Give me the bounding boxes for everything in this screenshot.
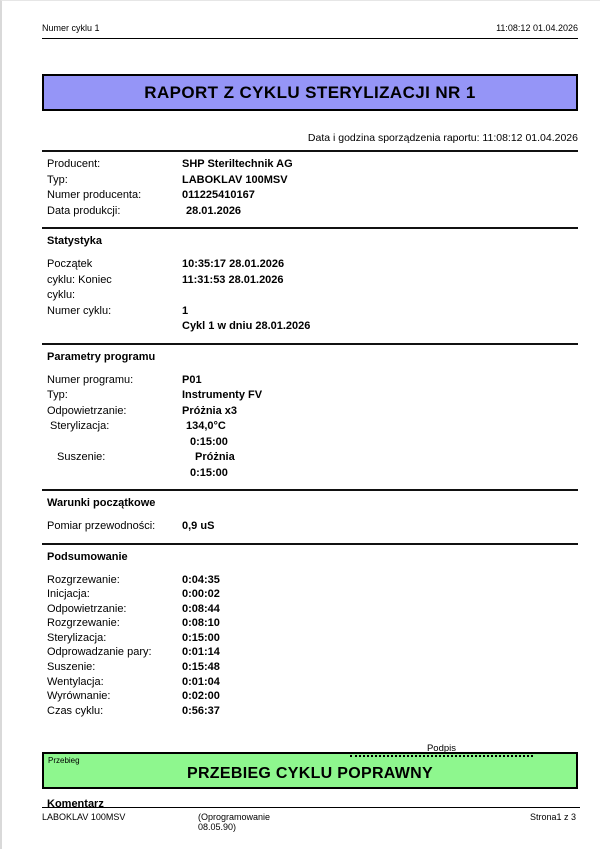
footer-software-line2: 08.05.90): [198, 822, 237, 832]
header-cycle-number: Numer cyklu 1: [42, 23, 100, 33]
field-label: Sterylizacja:: [47, 631, 107, 644]
parameter-row: [47, 435, 578, 451]
field-value: 0:08:44: [182, 602, 220, 615]
section-heading: Parametry programu: [47, 350, 156, 363]
statistics-row: [47, 304, 578, 320]
summary-row: [47, 660, 578, 675]
summary-row: [47, 689, 578, 704]
field-label: [47, 435, 182, 451]
device-row: [47, 173, 578, 189]
field-label: Typ:: [47, 173, 68, 186]
parameter-row: [47, 404, 578, 420]
field-value: 0:15:00: [182, 631, 220, 644]
page-footer: [42, 807, 580, 832]
field-value: 0:02:00: [182, 690, 220, 703]
field-value: 0:15:00: [190, 435, 228, 448]
parameter-row: [47, 419, 578, 435]
cycle-result-banner: [42, 752, 578, 789]
field-label: Data produkcji:: [47, 204, 121, 217]
footer-page-number: Strona1 z 3: [529, 812, 576, 822]
field-label: Numer cyklu:: [47, 304, 112, 317]
parameter-row: [47, 466, 578, 482]
field-label: Suszenie:: [47, 661, 96, 674]
field-label: Czas cyklu:: [47, 704, 104, 717]
field-value: 28.01.2026: [186, 204, 242, 217]
field-label: Numer programu:: [47, 373, 134, 386]
field-value: 0:01:14: [182, 646, 220, 659]
comment-heading: Komentarz: [47, 798, 104, 811]
field-value: 0:04:35: [182, 573, 220, 586]
statistics-section: [42, 229, 578, 345]
field-label: Odprowadzanie pary:: [47, 646, 152, 659]
field-value: 10:35:17 28.01.2026: [182, 258, 285, 270]
field-label: Wyrównanie:: [47, 690, 111, 703]
page-header: [42, 1, 578, 39]
field-value: LABOKLAV 100MSV: [182, 173, 288, 186]
field-label: Typ:: [47, 389, 68, 401]
field-value: 011225410167: [182, 189, 255, 201]
field-value: 134,0°C: [186, 420, 226, 432]
field-label: [47, 319, 182, 335]
report-title-banner: [42, 74, 578, 111]
summary-row: [47, 645, 578, 660]
summary-row: [47, 587, 578, 602]
parameter-row: [47, 373, 578, 389]
device-info-section: [42, 152, 578, 229]
field-value: 0:00:02: [182, 588, 220, 601]
field-value: Instrumenty FV: [182, 389, 263, 401]
report-generated-line: Data i godzina sporządzenia raportu: 11:08:12 01.04.2026: [42, 132, 578, 152]
report-title: RAPORT Z CYKLU STERYLIZACJI NR 1: [144, 83, 476, 102]
condition-row: [47, 519, 578, 535]
field-value: 1: [182, 304, 189, 317]
program-parameters-section: [42, 345, 578, 492]
signature-dotted-line: [350, 754, 533, 757]
field-label: [47, 466, 182, 482]
section-heading: Podsumowanie: [47, 550, 128, 563]
cycle-result-text: PRZEBIEG CYKLU POPRAWNY: [186, 765, 434, 783]
field-value: P01: [182, 373, 202, 386]
field-label: Odpowietrzanie:: [47, 602, 127, 615]
field-value: Próżnia x3: [182, 404, 238, 417]
signature-block: [350, 743, 533, 757]
field-value: 0:08:10: [182, 617, 220, 630]
statistics-row: [47, 257, 578, 273]
field-value: 0:56:37: [182, 704, 220, 717]
header-timestamp: 11:08:12 01.04.2026: [496, 23, 578, 33]
field-value: 11:31:53 28.01.2026: [182, 273, 284, 286]
field-value: 0:01:04: [182, 675, 220, 688]
field-value: Próżnia: [195, 451, 235, 463]
field-value: 0:15:00: [190, 466, 228, 479]
signature-label: Podpis: [426, 743, 457, 754]
section-heading: Warunki początkowe: [47, 497, 156, 509]
field-label: Sterylizacja:: [50, 420, 110, 432]
parameter-row: [47, 388, 578, 404]
field-value: Cykl 1 w dniu 28.01.2026: [182, 320, 311, 332]
report-content: [42, 1, 578, 810]
field-label: Rozgrzewanie:: [47, 573, 120, 586]
device-row: [47, 188, 578, 204]
summary-section: [42, 545, 578, 727]
initial-conditions-section: [42, 491, 578, 545]
field-value: 0:15:48: [182, 661, 220, 674]
field-label: Inicjacja:: [47, 588, 90, 601]
field-label: Wentylacja:: [47, 675, 104, 688]
section-heading: Statystyka: [47, 235, 103, 247]
summary-row: [47, 631, 578, 646]
field-value: SHP Steriltechnik AG: [182, 158, 293, 170]
field-label: Pomiar przewodności:: [47, 520, 156, 532]
statistics-row: [47, 319, 578, 335]
device-row: [47, 157, 578, 173]
field-label: Numer producenta:: [47, 189, 142, 201]
field-label: Rozgrzewanie:: [47, 617, 120, 630]
field-label: Odpowietrzanie:: [47, 404, 127, 417]
field-label: Początek: [47, 258, 93, 270]
field-label: cyklu: Koniec: [47, 273, 112, 286]
footer-device-name: LABOKLAV 100MSV: [42, 812, 126, 822]
footer-software-version: [198, 812, 270, 832]
footer-software-line1: (Oprogramowanie: [198, 812, 271, 822]
field-label: cyklu:: [47, 289, 76, 301]
field-label: Producent:: [47, 158, 101, 170]
field-label: Suszenie:: [57, 451, 106, 463]
summary-row: [47, 675, 578, 690]
summary-row: [47, 704, 578, 719]
device-row: [47, 204, 578, 220]
statistics-row: [47, 273, 578, 289]
summary-row: [47, 602, 578, 617]
statistics-row: [47, 288, 578, 304]
field-value: 0,9 uS: [182, 520, 215, 532]
summary-row: [47, 573, 578, 588]
summary-row: [47, 616, 578, 631]
result-banner-tag: Przebieg: [48, 756, 80, 766]
parameter-row: [47, 450, 578, 466]
